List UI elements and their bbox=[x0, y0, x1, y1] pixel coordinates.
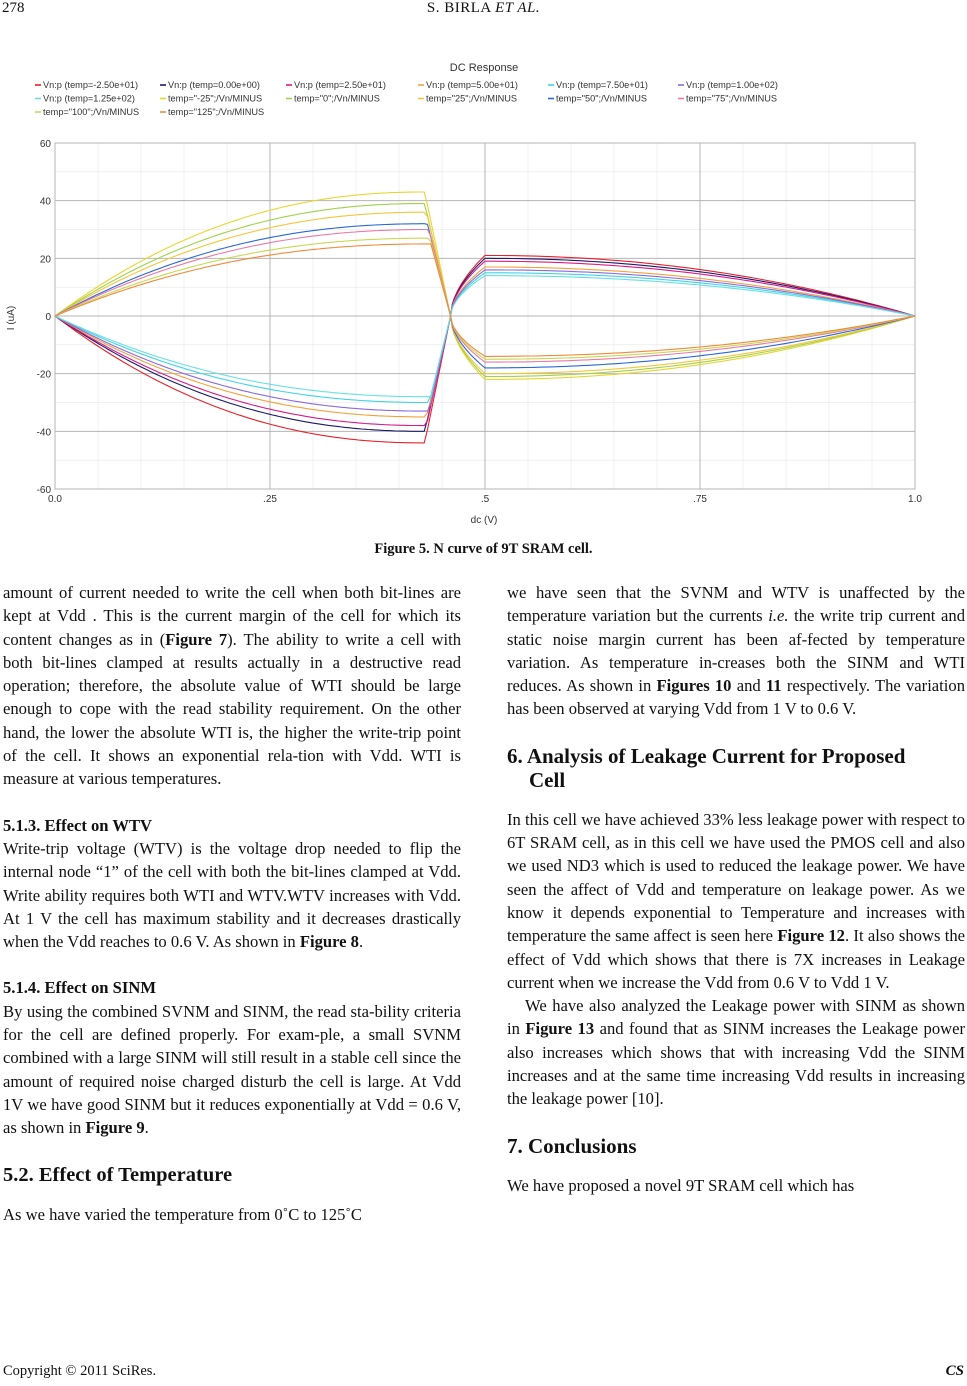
legend-entry: Vn:p (temp=2.50e+01) bbox=[294, 80, 386, 90]
section-heading-5-2: 5.2. Effect of Temperature bbox=[3, 1163, 233, 1186]
y-tick-label: -20 bbox=[36, 369, 51, 381]
legend-entry: Vn:p (temp=5.00e+01) bbox=[426, 80, 518, 90]
figure-ref: Figures 10 bbox=[656, 676, 732, 696]
y-axis-label: I (uA) bbox=[6, 305, 17, 331]
paragraph-temperature: As we have varied the temperature from 0˚C to 125˚C bbox=[3, 1204, 362, 1224]
x-tick-label: 0.0 bbox=[48, 494, 62, 505]
x-tick-label: .75 bbox=[693, 494, 707, 505]
legend-entry: Vn:p (temp=7.50e+01) bbox=[556, 80, 648, 90]
legend-entry: Vn:p (temp=1.00e+02) bbox=[686, 80, 778, 90]
x-axis-label: dc (V) bbox=[470, 515, 498, 526]
legend-entry: temp="50";/Vn/MINUS bbox=[556, 93, 648, 104]
page-number: 278 bbox=[2, 0, 25, 16]
y-tick-label: -40 bbox=[36, 427, 51, 439]
legend-entry: temp="100";/Vn/MINUS bbox=[43, 107, 140, 117]
y-tick-label: 40 bbox=[39, 196, 51, 208]
legend-entry: temp="0";/Vn/MINUS bbox=[294, 93, 380, 104]
chart-plot-area bbox=[37, 139, 923, 505]
legend-entry: Vn:p (temp=0.00e+00) bbox=[168, 80, 260, 90]
paragraph-leakage-sinm: We have also analyzed the Leakage power with SINM as shown in Figure 13 and found that as SINM increases the Leakage power also increases which shows that with increasing Vdd the SINM increases and at the same time increasing Vdd results in increasing the leakage power [10]. bbox=[507, 996, 965, 1109]
y-tick-label: 20 bbox=[39, 254, 51, 266]
section-heading-5-1-4: 5.1.4. Effect on SINM bbox=[3, 978, 157, 998]
section-heading-5-1-3: 5.1.3. Effect on WTV bbox=[3, 815, 153, 835]
legend-entry: temp="75";/Vn/MINUS bbox=[686, 93, 778, 104]
y-tick-label: -60 bbox=[36, 485, 51, 496]
running-header-authors: S. BIRLA bbox=[426, 0, 491, 16]
running-header bbox=[0, 0, 967, 17]
paragraph-conclusions: We have proposed a novel 9T SRAM cell which has bbox=[507, 1175, 855, 1195]
paragraph-wtv: Write-trip voltage (WTV) is the voltage drop needed to flip the internal node “1” of the cell with both the bit-lines clamped at Vdd. Write ability requires both WTI and WTV.WTV increases with Vdd. At 1 V the cell has maximum stability and it decreases drastically when the Vdd reaches to 0.6 V. As shown in Figure 8. bbox=[3, 838, 461, 952]
footer-journal: CS bbox=[945, 1363, 964, 1379]
footer-copyright: Copyright © 2011 SciRes. bbox=[3, 1363, 157, 1379]
paragraph-wti: amount of current needed to write the cell when both bit-lines are kept at Vdd . This is the current margin of the cell for which its content changes as in (Figure 7). The ability to write a cell with both bit-lines clamped at results actually in a destructive read operation; therefore, the absolute value of WTI should be large enough to cope with the read stability requirement. On the other hand, the lower the absolute WTI is, the higher the write-trip point of the cell. It shows an exponential rela-tion with Vdd. WTI is measure at various temperatures. bbox=[3, 583, 461, 789]
legend-entry: temp="-25";/Vn/MINUS bbox=[168, 93, 263, 104]
legend-entry: temp="25";/Vn/MINUS bbox=[426, 93, 518, 104]
figure-ref: Figure 12 bbox=[777, 926, 845, 946]
chart-title: DC Response bbox=[449, 62, 519, 74]
paragraph-sinm: By using the combined SVNM and SINM, the read sta-bility criteria for the cell are defined properly. For exam-ple, a small SVNM combined with a large SINM will still result in a stable cell since the amount of required noise charged disturb the cell is large. At Vdd 1V we have good SINM but it reduces exponentially at Vdd = 0.6 V, as shown in Figure 9. bbox=[3, 1001, 461, 1138]
section-heading-6: 6. Analysis of Leakage Current for Proposed Cell bbox=[507, 743, 906, 792]
x-tick-label: .25 bbox=[263, 494, 277, 505]
x-tick-label: .5 bbox=[480, 494, 490, 505]
paragraph-temperature-cont: we have seen that the SVNM and WTV is unaffected by the temperature variation but the currents i.e. the write trip current and static noise margin current has been af-fected by temperature variation. As temperature in-creases both the SINM and WTI reduces. As shown in Figures 10 and 11 respectively. The variation has been observed at varying Vdd from 1 V to 0.6 V. bbox=[507, 583, 965, 719]
legend-entry: Vn:p (temp=-2.50e+01) bbox=[43, 80, 138, 90]
running-header-etal: ET AL. bbox=[495, 0, 541, 16]
paragraph-leakage: In this cell we have achieved 33% less leakage power with respect to 6T SRAM cell, as in this cell we have used the PMOS cell and also we used ND3 which is used to reduced the leakage power. We have seen the affect of Vdd and temperature on leakage power. As we know it depends exponential to Temperature and increases with temperature the same affect is seen here Figure 12. It also shows the effect of Vdd which shows that there is 7X increases in Leakage current when we increase the Vdd from 0.6 V to Vdd 1 V. bbox=[507, 809, 965, 992]
chart-legend bbox=[35, 80, 778, 117]
right-column bbox=[507, 581, 965, 1197]
dc-response-chart bbox=[0, 56, 967, 536]
figure-ref: Figure 9 bbox=[85, 1118, 145, 1138]
y-tick-label: 0 bbox=[45, 312, 51, 323]
figure-ref: Figure 8 bbox=[299, 932, 359, 952]
legend-entry: Vn:p (temp=1.25e+02) bbox=[43, 93, 135, 104]
figure-ref: Figure 7 bbox=[165, 629, 228, 649]
legend-entry: temp="125";/Vn/MINUS bbox=[168, 107, 265, 117]
figure-ref: 11 bbox=[765, 676, 782, 696]
left-column bbox=[3, 581, 461, 1226]
section-heading-7: 7. Conclusions bbox=[507, 1133, 637, 1158]
figure-caption: Figure 5. N curve of 9T SRAM cell. bbox=[374, 541, 593, 557]
x-tick-label: 1.0 bbox=[908, 494, 922, 505]
y-tick-label: 60 bbox=[39, 139, 51, 150]
figure-ref: Figure 13 bbox=[525, 1019, 595, 1039]
